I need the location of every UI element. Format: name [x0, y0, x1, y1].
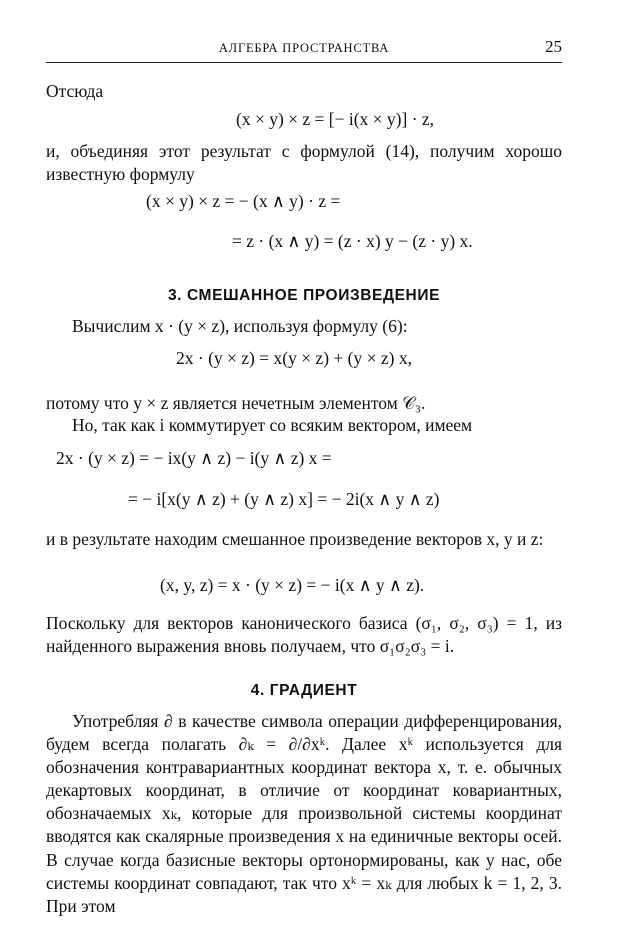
equation-5: (x, y, z) = x · (y × z) = − i(x ∧ y ∧ z).: [160, 575, 425, 595]
equation-4a: 2x · (y × z) = − ix(y ∧ z) − i(y ∧ z) x =: [56, 448, 332, 468]
paragraph-combine: и, объединяя этот результат с формулой (14), получим хорошо известную формулу: [46, 141, 562, 185]
running-header: [46, 38, 562, 63]
paragraph-commutes: Но, так как i коммутирует со всяким вектором, имеем: [72, 415, 473, 435]
equation-3: 2x · (y × z) = x(y × z) + (y × z) x,: [176, 348, 412, 368]
running-title: АЛГЕБРА ПРОСТРАНСТВА: [218, 41, 390, 55]
paragraph-compute: Вычислим x · (y × z), используя формулу (6):: [72, 316, 408, 336]
paragraph-result: и в результате находим смешанное произведение векторов x, y и z:: [46, 529, 544, 549]
equation-2b: = z · (x ∧ y) = (z · x) y − (z · y) x.: [232, 231, 473, 251]
paragraph-odd-element: потому что y × z является нечетным элементом 𝒞₃.: [46, 393, 426, 413]
paragraph-canonical-basis: Поскольку для векторов канонического базиса (σ₁, σ₂, σ₃) = 1, из найденного выражения вновь получаем, что σ₁σ₂σ₃ = i.: [46, 613, 562, 657]
section-heading-mixed-product: 3. СМЕШАННОЕ ПРОИЗВЕДЕНИЕ: [167, 287, 441, 304]
section-heading-gradient: 4. ГРАДИЕНТ: [250, 682, 358, 699]
paragraph-otsyuda: Отсюда: [46, 81, 104, 101]
equation-4b: = − i[x(y ∧ z) + (y ∧ z) x] = − 2i(x ∧ y ∧ z): [128, 489, 440, 509]
equation-1: (x × y) × z = [− i(x × y)] · z,: [236, 109, 435, 129]
paragraph-gradient: Употребляя ∂ в качестве символа операции дифференцирования, будем всегда полагать ∂ₖ = ∂/∂xᵏ. Далее xᵏ используется для обозначения контравариантных координат вектора x, т. е. обычных декартовых координат, в отличие от координат ковариантных, обозначаемых xₖ, которые для произвольной системы координат вводятся как скалярные произведения x на единичные векторы осей. В случае когда базисные векторы ортонормированы, как у нас, обе системы координат совпадают, так что xᵏ = xₖ для любых k = 1, 2, 3. При этом: [46, 711, 562, 916]
page-number: 25: [545, 37, 562, 56]
equation-2a: (x × y) × z = − (x ∧ y) · z =: [146, 191, 341, 211]
